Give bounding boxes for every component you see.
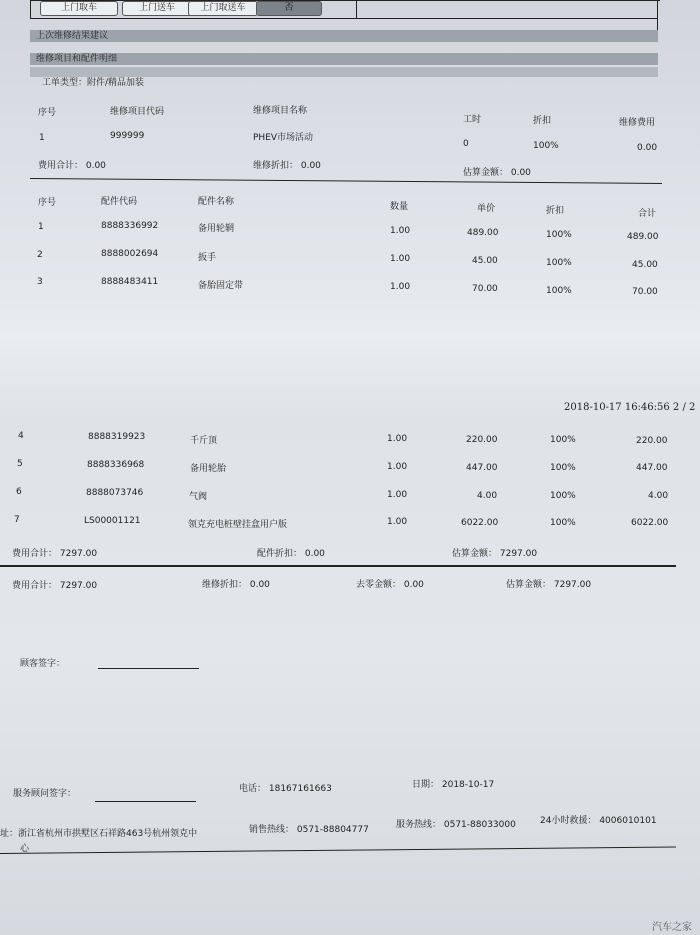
- part-discount: 100%: [546, 230, 572, 240]
- labor-col-name: 维修项目名称: [253, 106, 308, 116]
- date-label: 日期： 2018-10-17: [412, 780, 495, 790]
- items-parts-title: 维修项目和配件明细: [36, 54, 118, 64]
- part-code: 8888002694: [101, 249, 159, 259]
- footer-address-cont: 心: [20, 844, 30, 854]
- labor-col-seq: 序号: [38, 108, 57, 118]
- part-code: 8888319923: [88, 432, 146, 442]
- footer-rescue-hotline: 24小时救援： 4006010101: [540, 816, 657, 826]
- part-code: 8888336968: [87, 460, 145, 470]
- parts-col-price: 单价: [477, 204, 496, 214]
- part-total: 4.00: [648, 491, 669, 501]
- grand-rounding: 去零金额： 0.00: [356, 580, 424, 590]
- parts-col-total: 合计: [638, 209, 657, 219]
- part-code: 8888336992: [101, 221, 159, 231]
- part-discount: 100%: [546, 258, 572, 268]
- page-stamp: 2018-10-17 16:46:56 2 / 2: [564, 402, 696, 413]
- parts-col-code: 配件代码: [101, 197, 138, 207]
- grand-discount: 维修折扣： 0.00: [202, 580, 270, 590]
- pickup-delivery-button[interactable]: 上门取送车: [188, 1, 258, 16]
- advisor-signature-label: 服务顾问签字：: [13, 789, 77, 799]
- labor-col-code: 维修项目代码: [110, 107, 165, 117]
- delivery-button[interactable]: 上门送车: [122, 1, 192, 16]
- footer-rule: [0, 847, 676, 854]
- labor-total: 费用合计： 0.00: [38, 161, 106, 171]
- parts-total: 费用合计： 7297.00: [12, 549, 98, 559]
- top-divider-mid: [356, 0, 357, 18]
- part-qty: 1.00: [387, 434, 408, 444]
- part-price: 489.00: [467, 228, 499, 238]
- part-code: 8888483411: [101, 277, 159, 287]
- part-price: 6022.00: [461, 518, 499, 528]
- part-name: 领克充电桩壁挂盒用户版: [188, 520, 288, 530]
- part-qty: 1.00: [387, 490, 408, 500]
- part-name: 千斤顶: [190, 436, 218, 446]
- part-seq: 2: [37, 250, 43, 260]
- labor-row-name: PHEV市场活动: [253, 133, 314, 143]
- no-option-button[interactable]: 否: [256, 1, 322, 16]
- top-divider-left: [30, 0, 31, 18]
- labor-col-fee: 维修费用: [619, 118, 656, 128]
- parts-col-seq: 序号: [38, 198, 57, 208]
- part-discount: 100%: [550, 518, 576, 528]
- part-seq: 3: [37, 277, 43, 287]
- part-price: 447.00: [466, 463, 498, 473]
- part-name: 备胎固定带: [198, 281, 244, 291]
- grand-estimate: 估算金额： 7297.00: [506, 580, 592, 590]
- labor-col-hours: 工时: [463, 115, 482, 125]
- customer-signature-line: [98, 668, 199, 669]
- part-qty: 1.00: [387, 462, 408, 472]
- labor-row-fee: 0.00: [637, 143, 658, 153]
- part-total: 70.00: [632, 287, 658, 297]
- grand-total: 费用合计： 7297.00: [12, 581, 98, 591]
- parts-estimate: 估算金额： 7297.00: [452, 549, 538, 559]
- part-name: 备用轮辋: [198, 224, 235, 234]
- part-seq: 4: [18, 431, 24, 441]
- part-discount: 100%: [546, 286, 572, 296]
- labor-discount: 维修折扣： 0.00: [253, 161, 321, 171]
- part-seq: 6: [16, 487, 22, 497]
- part-price: 4.00: [477, 491, 498, 501]
- items-parts-bar: [30, 53, 658, 65]
- part-total: 220.00: [636, 436, 668, 446]
- part-seq: 7: [14, 515, 20, 525]
- labor-row-discount: 100%: [533, 141, 559, 151]
- part-qty: 1.00: [390, 226, 411, 236]
- part-code: LS00001121: [84, 516, 141, 526]
- parts-section-rule: [0, 565, 676, 567]
- labor-estimate: 估算金额： 0.00: [463, 168, 531, 178]
- labor-section-rule: [30, 178, 662, 184]
- header-bottom-border: [30, 18, 658, 19]
- advisor-signature-line: [95, 801, 196, 802]
- footer-address: 址：浙江省杭州市拱墅区石祥路463号杭州领克中: [0, 829, 198, 839]
- labor-row-hours: 0: [463, 139, 469, 149]
- part-name: 气阀: [189, 492, 208, 502]
- last-advice-title: 上次维修结果建议: [36, 31, 109, 41]
- last-advice-bar: [30, 30, 658, 42]
- part-discount: 100%: [550, 435, 576, 445]
- work-type-label: 工单类型：附件/精品加装: [42, 78, 145, 88]
- phone-label: 电话： 18167161663: [239, 784, 332, 794]
- part-seq: 5: [17, 459, 23, 469]
- part-qty: 1.00: [390, 282, 411, 292]
- parts-col-name: 配件名称: [198, 197, 235, 207]
- part-price: 220.00: [466, 435, 498, 445]
- part-discount: 100%: [550, 463, 576, 473]
- part-total: 6022.00: [631, 518, 669, 528]
- part-qty: 1.00: [387, 517, 408, 527]
- part-total: 489.00: [627, 232, 659, 242]
- footer-service-hotline: 服务热线： 0571-88033000: [396, 820, 516, 830]
- part-price: 45.00: [472, 256, 498, 266]
- part-seq: 1: [38, 222, 44, 232]
- labor-row-seq: 1: [39, 133, 45, 143]
- part-name: 扳手: [198, 253, 217, 263]
- part-discount: 100%: [550, 491, 576, 501]
- customer-signature-label: 顾客签字：: [20, 659, 66, 669]
- watermark: 汽车之家: [652, 922, 692, 933]
- part-code: 8888073746: [86, 488, 144, 498]
- parts-col-qty: 数量: [390, 202, 409, 212]
- pickup-button[interactable]: 上门取车: [40, 1, 118, 16]
- part-name: 备用轮胎: [190, 464, 227, 474]
- parts-col-discount: 折扣: [546, 206, 565, 216]
- footer-sales-hotline: 销售热线： 0571-88804777: [249, 825, 369, 835]
- labor-row-code: 999999: [110, 131, 145, 141]
- part-price: 70.00: [472, 284, 498, 294]
- parts-discount: 配件折扣： 0.00: [257, 549, 325, 559]
- part-total: 447.00: [636, 463, 668, 473]
- part-qty: 1.00: [390, 254, 411, 264]
- labor-col-discount: 折扣: [533, 116, 552, 126]
- part-total: 45.00: [632, 260, 658, 270]
